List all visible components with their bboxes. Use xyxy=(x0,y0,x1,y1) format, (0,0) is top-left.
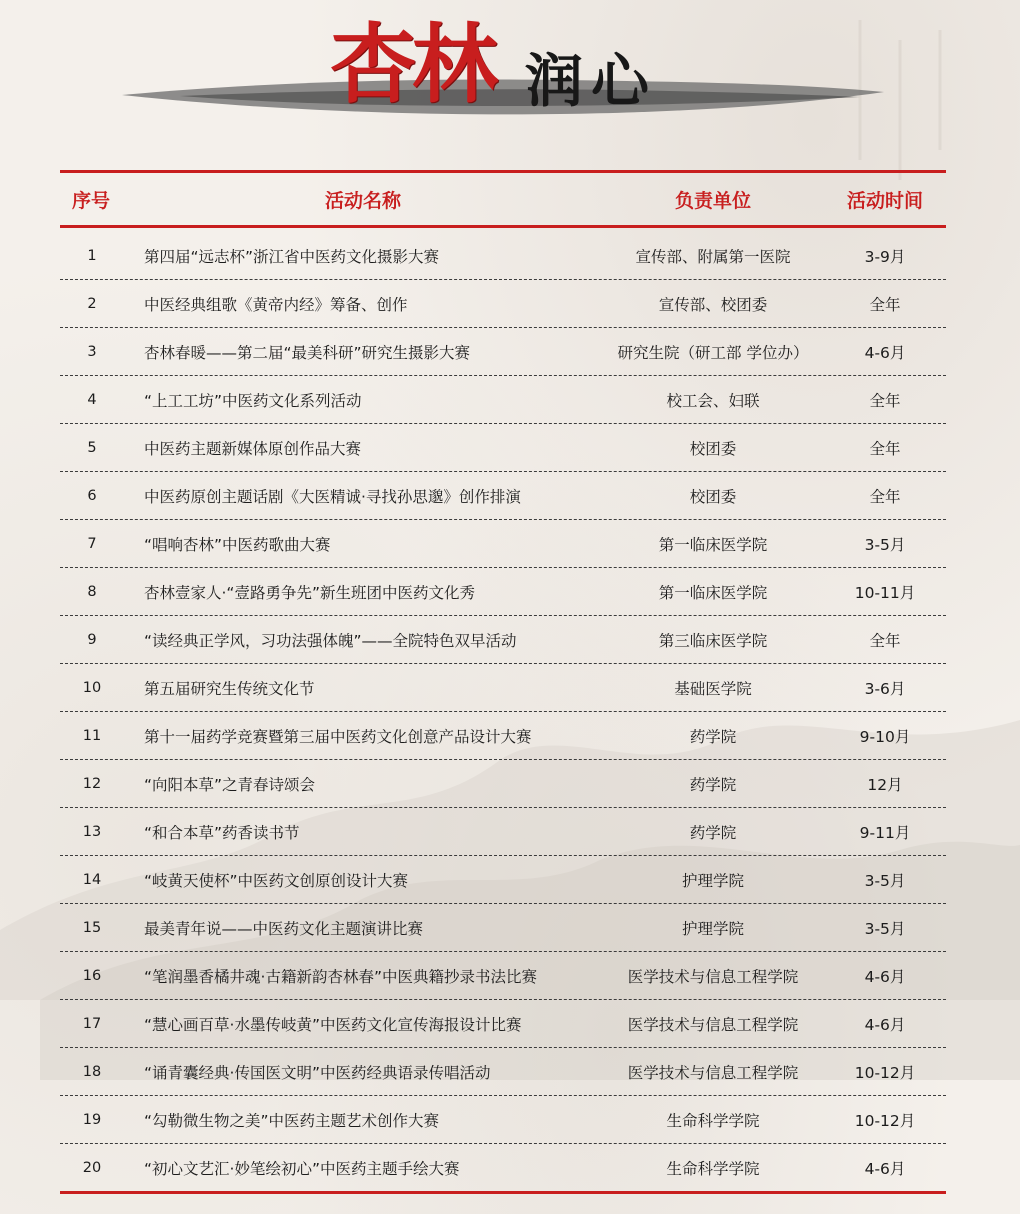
table-bottom-rule xyxy=(60,1191,946,1194)
row-unit: 宣传部、校团委 xyxy=(658,295,768,314)
banner-title-main: 杏林 xyxy=(330,14,494,115)
table-row xyxy=(60,856,946,904)
table-row xyxy=(60,328,946,376)
row-time: 全年 xyxy=(869,439,901,458)
row-activity-name: “和合本草”药香读书节 xyxy=(144,823,300,842)
row-activity-name: “笔润墨香橘井魂·古籍新韵杏林春”中医典籍抄录书法比赛 xyxy=(144,967,537,986)
row-activity-name: “上工工坊”中医药文化系列活动 xyxy=(144,391,362,410)
row-time: 3-5月 xyxy=(864,871,906,890)
table-row xyxy=(60,280,946,328)
table-row xyxy=(60,616,946,664)
row-time: 3-9月 xyxy=(864,247,906,266)
row-unit: 医学技术与信息工程学院 xyxy=(627,967,799,986)
row-activity-name: 杏林壹家人·“壹路勇争先”新生班团中医药文化秀 xyxy=(144,583,475,602)
row-activity-name: “勾勒微生物之美”中医药主题艺术创作大赛 xyxy=(144,1111,440,1130)
row-time: 12月 xyxy=(867,775,903,794)
header-name: 活动名称 xyxy=(324,189,401,212)
row-activity-name: “岐黄天使杯”中医药文创原创设计大赛 xyxy=(144,871,409,890)
row-no: 11 xyxy=(82,727,102,744)
row-unit: 研究生院（研工部 学位办） xyxy=(617,343,809,362)
activity-table xyxy=(60,170,946,1194)
row-no: 1 xyxy=(87,247,97,264)
row-activity-name: 中医药原创主题话剧《大医精诚·寻找孙思邈》创作排演 xyxy=(144,487,521,506)
table-row xyxy=(60,808,946,856)
row-activity-name: 第四届“远志杯”浙江省中医药文化摄影大赛 xyxy=(144,247,440,266)
row-time: 4-6月 xyxy=(864,343,906,362)
row-no: 4 xyxy=(87,391,97,408)
row-no: 15 xyxy=(82,919,102,936)
row-activity-name: 第五届研究生传统文化节 xyxy=(144,679,315,698)
table-row xyxy=(60,1000,946,1048)
row-time: 3-6月 xyxy=(864,679,906,698)
row-time: 全年 xyxy=(869,631,901,650)
table-row xyxy=(60,1048,946,1096)
row-time: 4-6月 xyxy=(864,967,906,986)
row-time: 9-10月 xyxy=(859,727,911,746)
row-activity-name: 中医药主题新媒体原创作品大赛 xyxy=(144,439,362,458)
table-row xyxy=(60,424,946,472)
row-no: 16 xyxy=(82,967,102,984)
row-no: 8 xyxy=(87,583,97,600)
row-activity-name: 第十一届药学竞赛暨第三届中医药文化创意产品设计大赛 xyxy=(144,727,532,746)
row-time: 3-5月 xyxy=(864,919,906,938)
row-time: 9-11月 xyxy=(859,823,911,842)
table-row xyxy=(60,1144,946,1191)
row-activity-name: “慧心画百草·水墨传岐黄”中医药文化宣传海报设计比赛 xyxy=(144,1015,522,1034)
row-activity-name: 中医经典组歌《黄帝内经》筹备、创作 xyxy=(144,295,408,314)
row-unit: 校工会、妇联 xyxy=(666,391,760,410)
ink-brush-stroke xyxy=(0,0,1020,140)
row-no: 12 xyxy=(82,775,102,792)
row-no: 5 xyxy=(87,439,97,456)
page-banner xyxy=(0,0,1020,140)
row-unit: 宣传部、附属第一医院 xyxy=(635,247,791,266)
row-no: 7 xyxy=(87,535,97,552)
table-header-row xyxy=(60,173,946,225)
row-no: 14 xyxy=(82,871,102,888)
header-unit: 负责单位 xyxy=(674,189,751,212)
row-unit: 第三临床医学院 xyxy=(658,631,768,650)
row-unit: 生命科学学院 xyxy=(666,1111,760,1130)
row-no: 20 xyxy=(82,1159,102,1176)
row-activity-name: “读经典正学风，习功法强体魄”——全院特色双早活动 xyxy=(144,631,517,650)
row-no: 13 xyxy=(82,823,102,840)
table-row xyxy=(60,472,946,520)
row-unit: 护理学院 xyxy=(681,919,744,938)
row-activity-name: 杏林春暖——第二届“最美科研”研究生摄影大赛 xyxy=(144,343,471,362)
row-unit: 生命科学学院 xyxy=(666,1159,760,1178)
row-unit: 校团委 xyxy=(689,487,737,506)
row-no: 9 xyxy=(87,631,97,648)
table-row xyxy=(60,952,946,1000)
banner-title-sub: 润心 xyxy=(525,47,658,115)
table-row xyxy=(60,568,946,616)
row-unit: 医学技术与信息工程学院 xyxy=(627,1063,799,1082)
table-row xyxy=(60,664,946,712)
row-time: 4-6月 xyxy=(864,1015,906,1034)
table-row xyxy=(60,520,946,568)
row-no: 10 xyxy=(82,679,102,696)
table-row xyxy=(60,376,946,424)
row-no: 18 xyxy=(82,1063,102,1080)
table-row xyxy=(60,1096,946,1144)
table-row xyxy=(60,760,946,808)
row-no: 17 xyxy=(82,1015,102,1032)
row-time: 全年 xyxy=(869,391,901,410)
row-time: 10-12月 xyxy=(854,1111,916,1130)
table-body xyxy=(60,228,946,1191)
row-unit: 医学技术与信息工程学院 xyxy=(627,1015,799,1034)
row-unit: 护理学院 xyxy=(681,871,744,890)
row-unit: 药学院 xyxy=(689,823,737,842)
row-unit: 基础医学院 xyxy=(674,679,752,698)
row-time: 10-11月 xyxy=(854,583,916,602)
row-unit: 第一临床医学院 xyxy=(658,535,768,554)
row-activity-name: “唱响杏林”中医药歌曲大赛 xyxy=(144,535,331,554)
row-time: 10-12月 xyxy=(854,1063,916,1082)
row-unit: 药学院 xyxy=(689,727,737,746)
row-time: 全年 xyxy=(869,295,901,314)
row-time: 全年 xyxy=(869,487,901,506)
row-activity-name: 最美青年说——中医药文化主题演讲比赛 xyxy=(144,919,424,938)
header-time: 活动时间 xyxy=(846,189,923,212)
row-activity-name: “初心文艺汇·妙笔绘初心”中医药主题手绘大赛 xyxy=(144,1159,460,1178)
row-unit: 第一临床医学院 xyxy=(658,583,768,602)
row-no: 3 xyxy=(87,343,97,360)
table-row xyxy=(60,232,946,280)
row-activity-name: “诵青囊经典·传国医文明”中医药经典语录传唱活动 xyxy=(144,1063,491,1082)
row-time: 3-5月 xyxy=(864,535,906,554)
row-no: 19 xyxy=(82,1111,102,1128)
row-activity-name: “向阳本草”之青春诗颂会 xyxy=(144,775,316,794)
row-no: 2 xyxy=(87,295,97,312)
header-no: 序号 xyxy=(72,189,111,212)
row-no: 6 xyxy=(87,487,97,504)
row-unit: 校团委 xyxy=(689,439,737,458)
row-time: 4-6月 xyxy=(864,1159,906,1178)
table-row xyxy=(60,904,946,952)
row-unit: 药学院 xyxy=(689,775,737,794)
table-row xyxy=(60,712,946,760)
